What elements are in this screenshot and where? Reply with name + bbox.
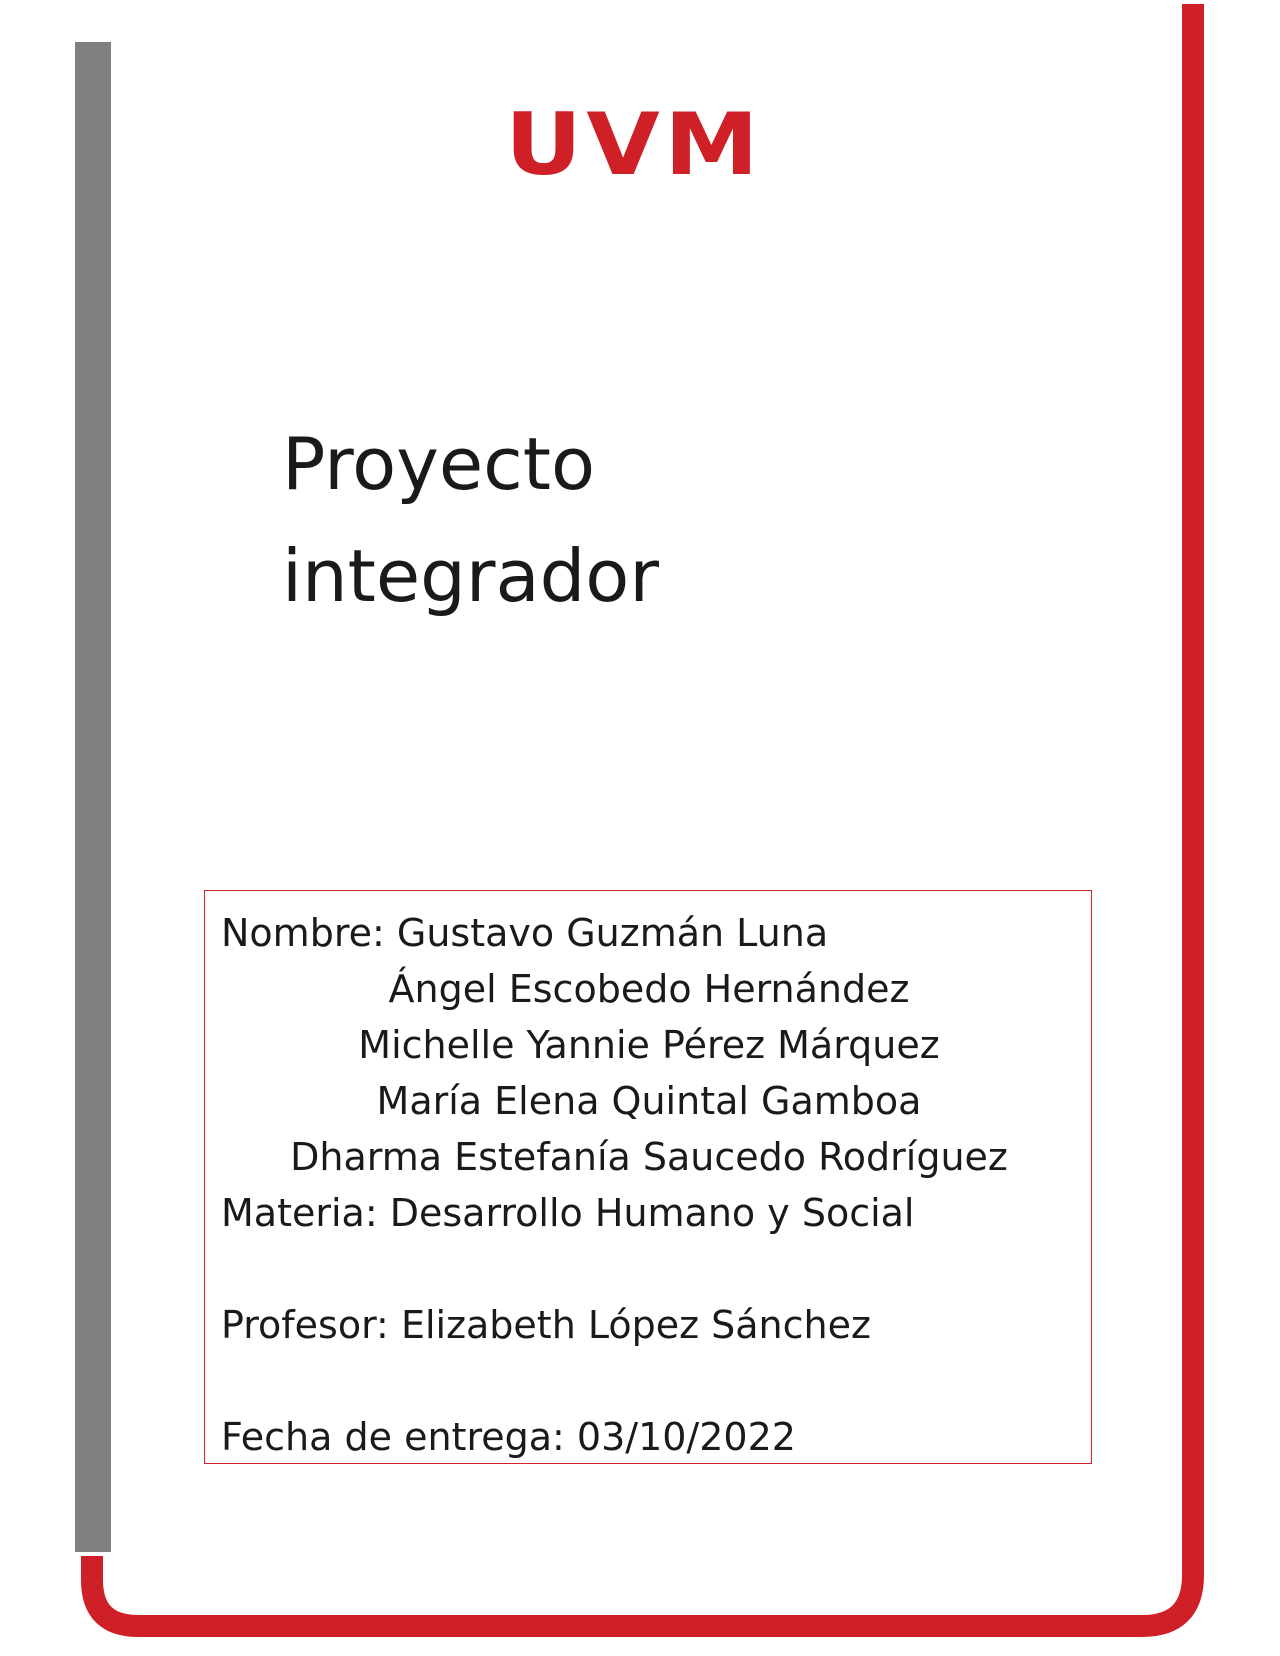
- materia-line: [221, 1189, 914, 1237]
- uvm-logo: [505, 108, 765, 178]
- profesor-line: [221, 1301, 871, 1349]
- title-line-2: integrador: [282, 534, 659, 618]
- profesor-value: Elizabeth López Sánchez: [400, 1303, 871, 1347]
- fecha-line: [221, 1413, 796, 1461]
- nombre-label: Nombre:: [221, 911, 385, 955]
- fecha-value: 03/10/2022: [576, 1415, 796, 1459]
- member-name: Michelle Yannie Pérez Márquez: [358, 1023, 940, 1067]
- materia-label: Materia:: [221, 1191, 378, 1235]
- member-name: Gustavo Guzmán Luna: [396, 911, 829, 955]
- fecha-label: Fecha de entrega:: [221, 1415, 565, 1459]
- nombre-line: [221, 909, 828, 957]
- profesor-label: Profesor:: [221, 1303, 389, 1347]
- info-box: [204, 890, 1092, 1464]
- title-line-1: Proyecto: [282, 422, 595, 506]
- member-name: Dharma Estefanía Saucedo Rodríguez: [290, 1135, 1008, 1179]
- materia-value: Desarrollo Humano y Social: [389, 1191, 915, 1235]
- member-name: Ángel Escobedo Hernández: [388, 967, 910, 1011]
- uvm-logo-text: UVM: [505, 108, 763, 178]
- document-title: [282, 408, 659, 632]
- member-name: María Elena Quintal Gamboa: [376, 1079, 922, 1123]
